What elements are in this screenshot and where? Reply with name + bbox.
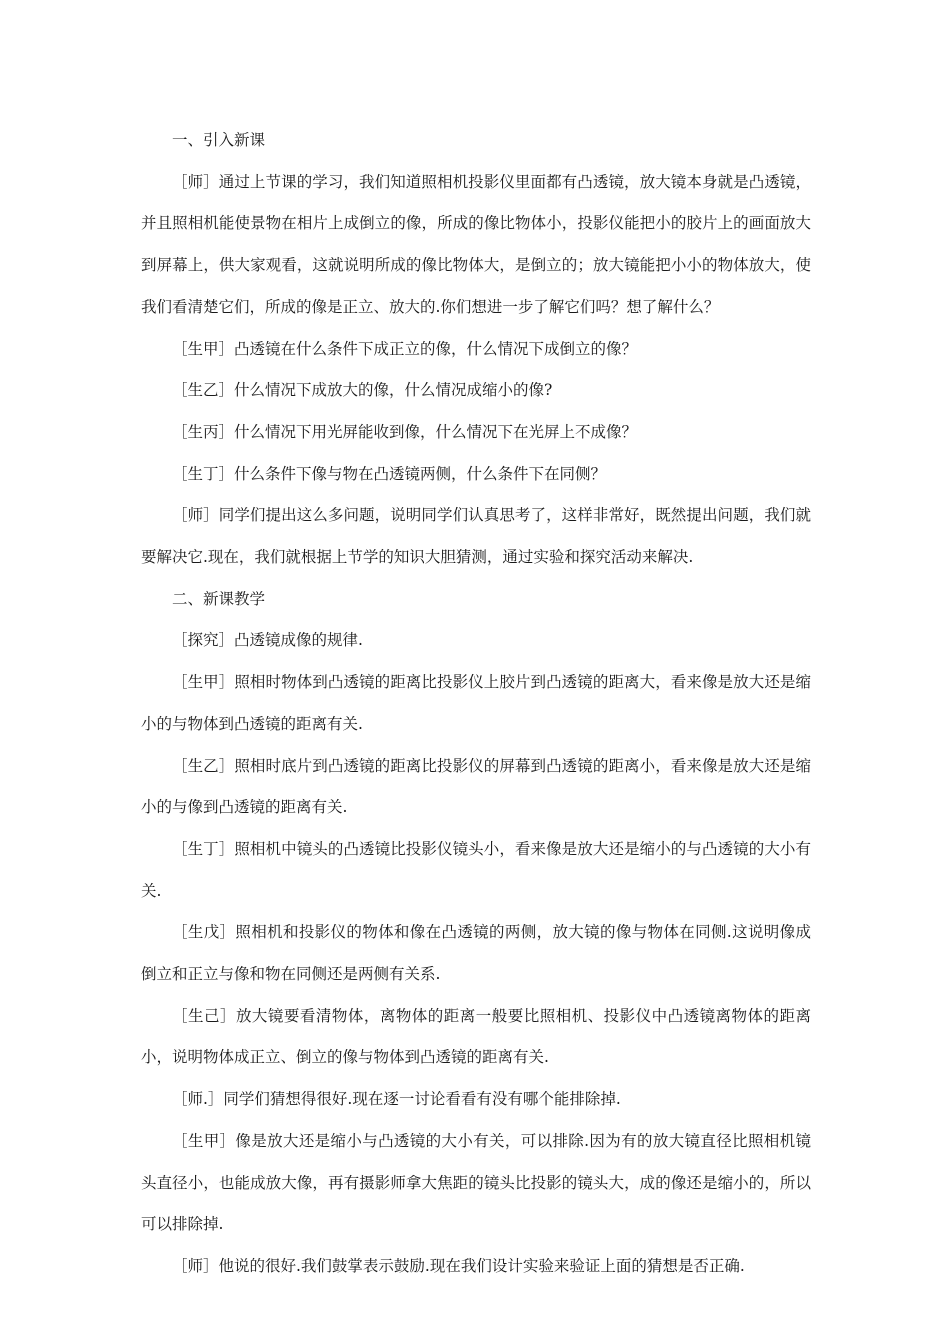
paragraph-teacher-response: ［师］同学们提出这么多问题，说明同学们认真思考了，这样非常好，既然提出问题，我们就要解决它.现在，我们就根据上节学的知识大胆猜测，通过实验和探究活动来解决.: [141, 506, 811, 567]
paragraph-student-ding-question: ［生丁］什么条件下像与物在凸透镜两侧，什么条件下在同侧？: [172, 464, 607, 483]
paragraph-student-jia-exclude: ［生甲］像是放大还是缩小与凸透镜的大小有关，可以排除.因为有的放大镜直径比照相机镜头直径小，也能成放大像，再有摄影师拿大焦距的镜头比投影的镜头大，成的像还是缩小的，所以可以排除掉.: [141, 1131, 811, 1234]
paragraph-teacher-discuss: ［师.］同学们猜想得很好.现在逐一讨论看看有没有哪个能排除掉.: [172, 1090, 621, 1109]
paragraph-student-jia-question: ［生甲］凸透镜在什么条件下成正立的像，什么情况下成倒立的像？: [172, 339, 638, 358]
paragraph-student-bing-question: ［生丙］什么情况下用光屏能收到像，什么情况下在光屏上不成像？: [172, 422, 638, 441]
paragraph-student-ji-guess: ［生己］放大镜要看清物体，离物体的距离一般要比照相机、投影仪中凸透镜离物体的距离小，说明物体成正立、倒立的像与物体到凸透镜的距离有关.: [141, 1006, 811, 1067]
paragraph-student-ding-guess: ［生丁］照相机中镜头的凸透镜比投影仪镜头小，看来像是放大还是缩小的与凸透镜的大小有关.: [141, 839, 811, 900]
paragraph-student-wu-guess: ［生戊］照相机和投影仪的物体和像在凸透镜的两侧，放大镜的像与物体在同侧.这说明像成倒立和正立与像和物在同侧还是两侧有关系.: [141, 923, 811, 984]
section-heading-intro: 一、引入新课: [172, 131, 266, 149]
section-heading-new-lesson: 二、新课教学: [172, 589, 266, 608]
paragraph-student-yi-question: ［生乙］什么情况下成放大的像，什么情况成缩小的像?: [172, 381, 553, 400]
document-body: [141, 120, 811, 1288]
paragraph-teacher-experiment: ［师］他说的很好.我们鼓掌表示鼓励.现在我们设计实验来验证上面的猜想是否正确.: [172, 1256, 745, 1275]
paragraph-student-yi-guess: ［生乙］照相时底片到凸透镜的距离比投影仪的屏幕到凸透镜的距离小，看来像是放大还是缩小的与像到凸透镜的距离有关.: [141, 756, 811, 817]
paragraph-explore: ［探究］凸透镜成像的规律.: [172, 631, 363, 650]
paragraph-student-jia-guess: ［生甲］照相时物体到凸透镜的距离比投影仪上胶片到凸透镜的距离大，看来像是放大还是缩小的与物体到凸透镜的距离有关.: [141, 673, 811, 733]
paragraph-teacher-intro: ［师］通过上节课的学习，我们知道照相机投影仪里面都有凸透镜，放大镜本身就是凸透镜，并且照相机能使景物在相片上成倒立的像，所成的像比物体小，投影仪能把小的胶片上的画面放大到屏幕上，供大家观看，这就说明所成的像比物体大，是倒立的；放大镜能把小小的物体放大，使我们看清楚它们，所成的像是正立、放大的.你们想进一步了解它们吗？想了解什么？: [141, 172, 811, 316]
